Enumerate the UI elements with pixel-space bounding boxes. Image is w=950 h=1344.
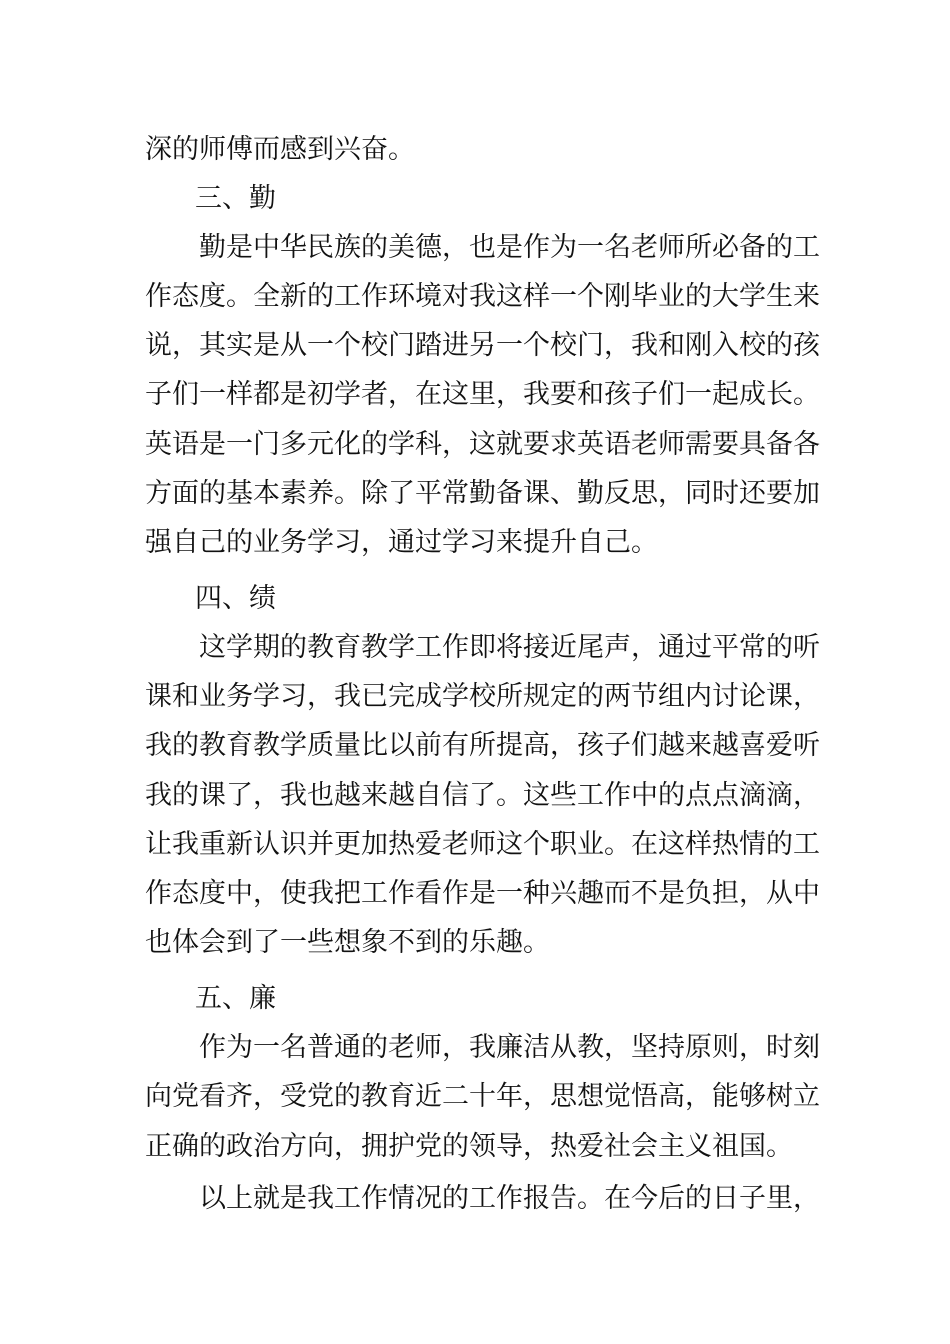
body-line: 让我重新认识并更加热爱老师这个职业。在这样热情的工 xyxy=(145,829,820,860)
section-heading-ji: 四、绩 xyxy=(195,583,276,614)
body-line: 强自己的业务学习，通过学习来提升自己。 xyxy=(145,527,658,558)
body-line: 英语是一门多元化的学科，这就要求英语老师需要具备各 xyxy=(145,429,820,460)
body-line: 子们一样都是初学者，在这里，我要和孩子们一起成长。 xyxy=(145,379,820,410)
body-line: 课和业务学习，我已完成学校所规定的两节组内讨论课， xyxy=(145,681,820,712)
body-line: 正确的政治方向，拥护党的领导，热爱社会主义祖国。 xyxy=(145,1131,793,1162)
body-line: 我的课了，我也越来越自信了。这些工作中的点点滴滴， xyxy=(145,780,820,811)
body-line: 作为一名普通的老师，我廉洁从教，坚持原则，时刻 xyxy=(199,1032,820,1063)
body-line: 这学期的教育教学工作即将接近尾声，通过平常的听 xyxy=(199,632,820,663)
body-line: 作态度。全新的工作环境对我这样一个刚毕业的大学生来 xyxy=(145,281,820,312)
section-heading-lian: 五、廉 xyxy=(195,983,276,1014)
body-line: 深的师傅而感到兴奋。 xyxy=(145,134,415,165)
body-line: 说，其实是从一个校门踏进另一个校门，我和刚入校的孩 xyxy=(145,330,820,361)
body-line: 方面的基本素养。除了平常勤备课、勤反思，同时还要加 xyxy=(145,478,820,509)
body-line: 勤是中华民族的美德，也是作为一名老师所必备的工 xyxy=(199,232,820,263)
body-line: 我的教育教学质量比以前有所提高，孩子们越来越喜爱听 xyxy=(145,730,820,761)
section-heading-qin: 三、勤 xyxy=(195,183,276,214)
body-line: 以上就是我工作情况的工作报告。在今后的日子里， xyxy=(199,1183,820,1214)
body-line: 作态度中，使我把工作看作是一种兴趣而不是负担，从中 xyxy=(145,878,820,909)
body-line: 也体会到了一些想象不到的乐趣。 xyxy=(145,927,550,958)
body-line: 向党看齐，受党的教育近二十年，思想觉悟高，能够树立 xyxy=(145,1081,820,1112)
